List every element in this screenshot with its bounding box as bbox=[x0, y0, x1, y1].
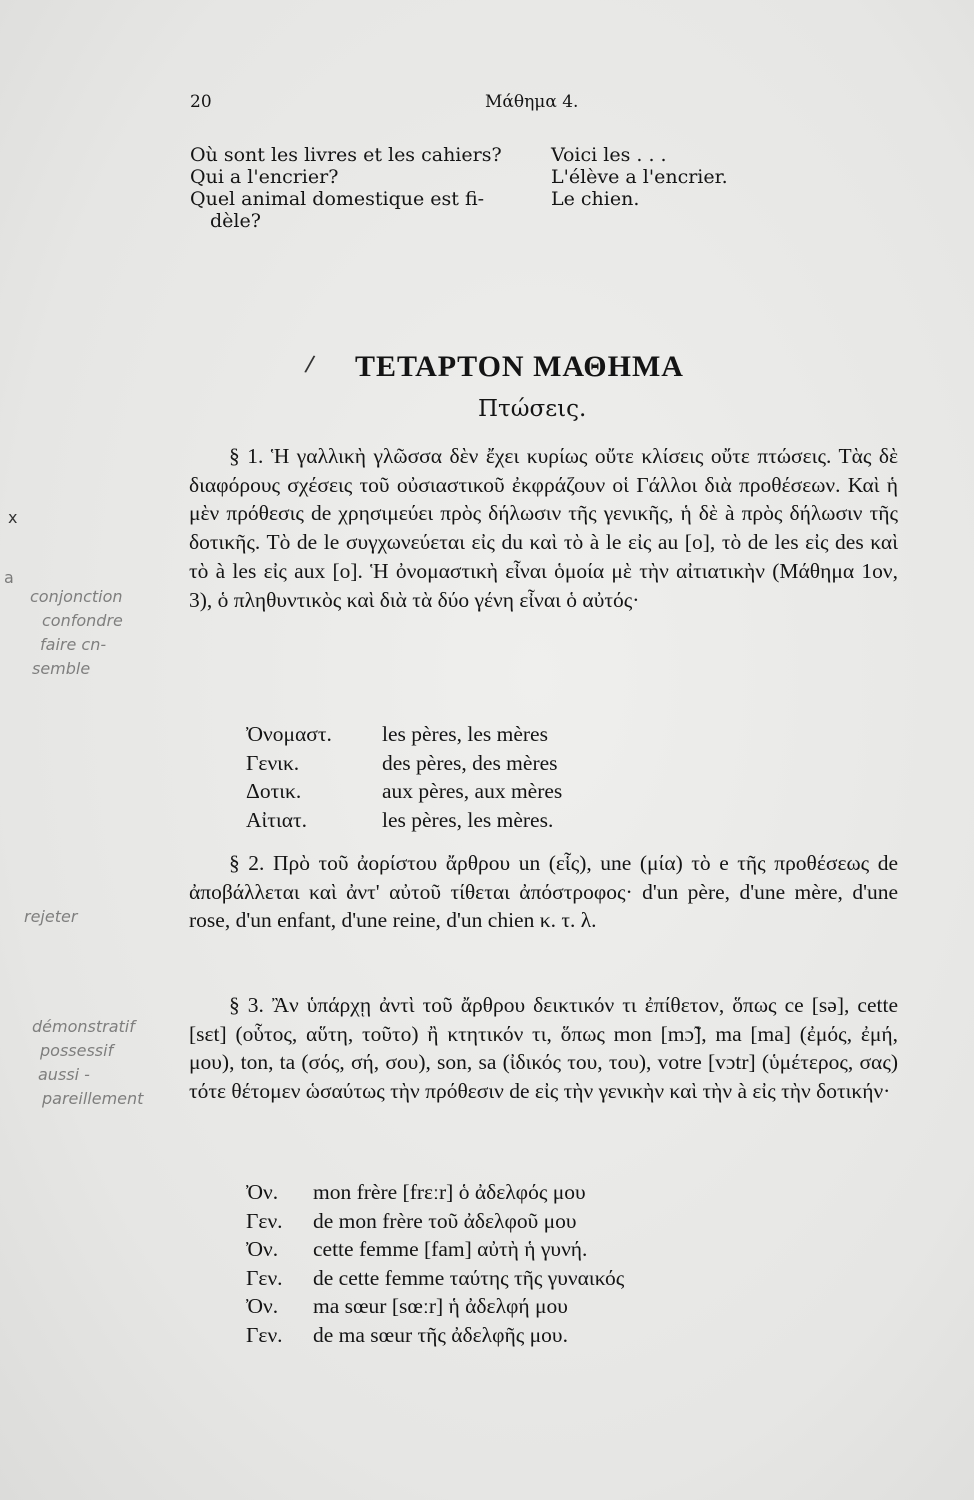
page-number: 20 bbox=[190, 92, 212, 112]
question-continuation: dèle? bbox=[210, 210, 261, 232]
case-label: Δοτικ. bbox=[246, 779, 302, 804]
qa-row bbox=[190, 188, 790, 210]
running-title: Μάθημα 4. bbox=[485, 92, 579, 112]
answer: L'élève a l'encrier. bbox=[551, 166, 728, 188]
case-form: les pères, les mères bbox=[382, 722, 548, 746]
margin-x-mark: x bbox=[8, 508, 18, 527]
section-2-paragraph: § 2. Πρὸ τοῦ ἀορίστου ἄρθρου un (εἷς), une (μία) τὸ e τῆς προθέσεως de ἀποβάλλεται καὶ ἀντ' αὐτοῦ τίθεται ἀπόστροφος· d'un père, d'une mère, d'une rose, d'un enfant, d'une reine, d'un chien κ. τ. λ. bbox=[189, 851, 898, 933]
case-form: de ma sœur τῆς ἀδελφῆς μου. bbox=[313, 1322, 568, 1347]
question: Qui a l'encrier? bbox=[190, 166, 339, 188]
case-label: Ὀνομαστ. bbox=[246, 722, 332, 746]
margin-note-1: conjonction confondre faire cn- semble bbox=[30, 587, 123, 678]
margin-note-2: rejeter bbox=[24, 907, 78, 926]
qa-row bbox=[190, 144, 790, 166]
case-form: de cette femme ταύτης τῆς γυναικός bbox=[313, 1265, 625, 1290]
answer: Le chien. bbox=[551, 188, 640, 210]
case-label: Ὀν. bbox=[246, 1180, 279, 1204]
question: Où sont les livres et les cahiers? bbox=[190, 144, 502, 166]
case-form: les pères, les mères. bbox=[382, 807, 554, 832]
case-form: mon frère [frɛːr] ὁ ἀδελφός μου bbox=[313, 1180, 586, 1204]
case-label: Ὀν. bbox=[246, 1237, 279, 1262]
margin-note-3: démonstratif possessif aussi - pareillement bbox=[32, 1017, 144, 1108]
lesson-subtitle: Πτώσεις. bbox=[478, 396, 587, 422]
question-answer-list bbox=[190, 144, 790, 232]
case-label: Αἰτιατ. bbox=[246, 807, 308, 832]
case-label: Γεν. bbox=[246, 1322, 283, 1347]
case-form: cette femme [fam] αὐτὴ ἡ γυνή. bbox=[313, 1237, 588, 1262]
case-label: Γεν. bbox=[246, 1265, 283, 1290]
case-label: Γενικ. bbox=[246, 750, 300, 775]
section-1-paragraph: § 1. Ἡ γαλλικὴ γλῶσσα δὲν ἔχει κυρίως οὔτε κλίσεις οὔτε πτώσεις. Τὰς δὲ διαφόρους σχέσεις τοῦ οὐσιαστικοῦ ἐκφράζουν οἱ Γάλλοι διὰ προθέσεων. Καὶ ἡ μὲν πρόθεσις de χρησιμεύει πρὸς δήλωσιν τῆς γενικῆς, ἡ δὲ à πρὸς δήλωσιν τῆς δοτικῆς. Τὸ de le συγχωνεύεται εἰς du καὶ τὸ à le εἰς au [o], τὸ de les εἰς des καὶ τὸ à les εἰς aux [o]. Ἡ ὀνομαστικὴ εἶναι ὁμοία μὲ τὴν αἰτιατικὴν (Μάθημα 1ον, 3), ὁ πληθυντικὸς καὶ διὰ τὰ δύο γένη εἶναι ὁ αὐτός· bbox=[189, 444, 898, 612]
qa-row bbox=[190, 166, 790, 188]
question: Quel animal domestique est fi- bbox=[190, 188, 485, 210]
margin-a-mark: a bbox=[4, 568, 14, 587]
section-3-paragraph: § 3. Ἂν ὑπάρχῃ ἀντὶ τοῦ ἄρθρου δεικτικόν τι ἐπίθετον, ὅπως ce [sə], cette [sɛt] (οὗτος, αὕτη, τοῦτο) ἢ κτητικόν τι, ὅπως mon [mɔ̃], ma [ma] (ἐμός, ἐμή, μου), ton, ta (σός, σή, σου), son, sa (ἰδικός του, του), votre [vɔtr] (ὑμέτερος, σας) τότε θέτομεν ὡσαύτως τὴν πρόθεσιν de εἰς τὴν γενικὴν καὶ τὴν à εἰς τὴν δοτικήν· bbox=[189, 993, 898, 1104]
case-form: ma sœur [sœːr] ἡ ἀδελφή μου bbox=[313, 1294, 568, 1319]
case-form: de mon frère τοῦ ἀδελφοῦ μου bbox=[313, 1208, 577, 1233]
page-header bbox=[190, 92, 750, 116]
case-form: aux pères, aux mères bbox=[382, 779, 563, 804]
answer: Voici les . . . bbox=[551, 144, 667, 166]
lesson-title: ΤΕΤΑΡΤΟΝ ΜΑΘΗΜΑ bbox=[355, 350, 684, 383]
qa-row bbox=[190, 210, 790, 232]
case-form: des pères, des mères bbox=[382, 750, 558, 775]
case-label: Γεν. bbox=[246, 1208, 283, 1233]
case-label: Ὀν. bbox=[246, 1294, 279, 1319]
pencil-check-mark: / bbox=[303, 351, 316, 378]
